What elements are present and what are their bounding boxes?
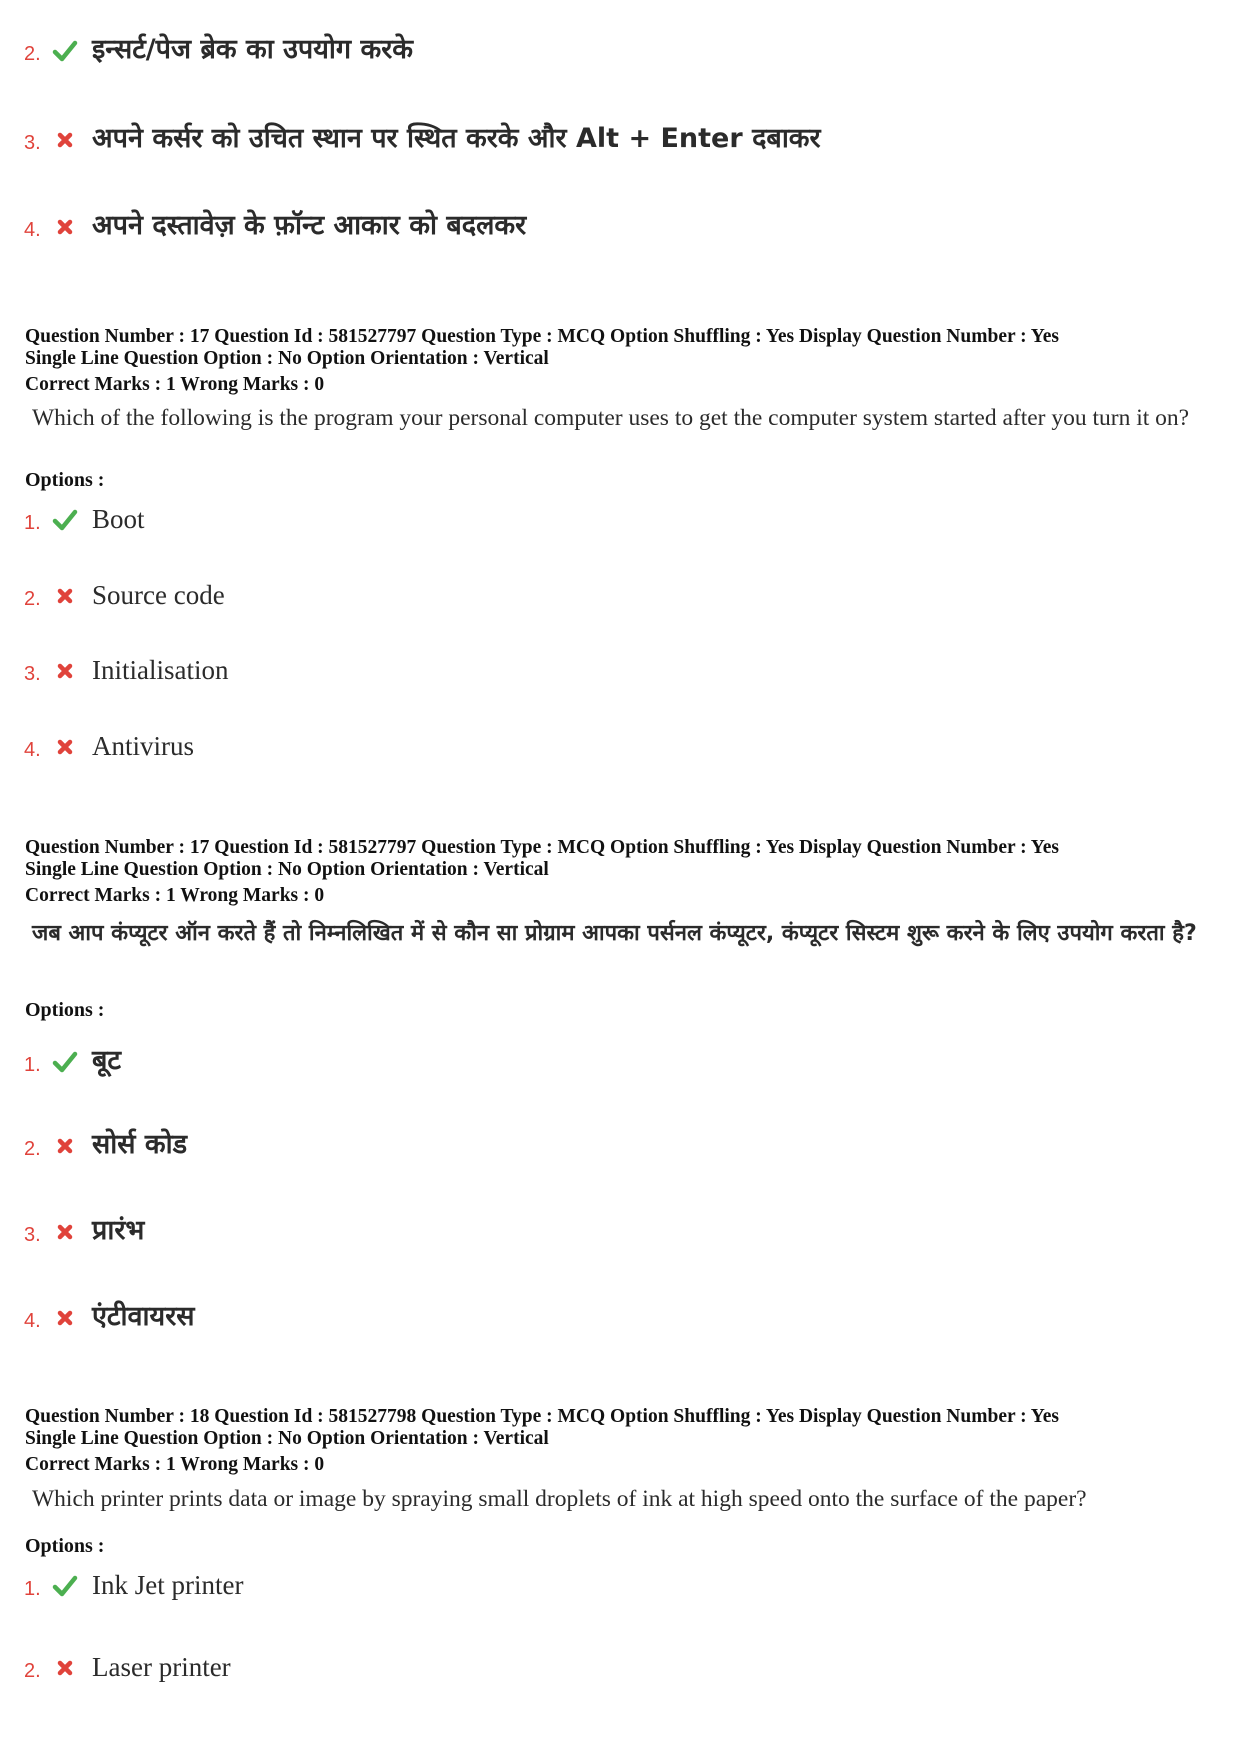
question-marks: Correct Marks : 1 Wrong Marks : 0	[25, 374, 325, 395]
option-row	[24, 573, 1204, 613]
cross-icon	[52, 214, 78, 240]
options-label: Options :	[25, 469, 105, 491]
cross-icon	[52, 658, 78, 684]
question-meta-line: Question Number : 17 Question Id : 581527797 Question Type : MCQ Option Shuffling : Yes Display Question Number : Yes	[25, 837, 1059, 858]
option-text: इन्सर्ट/पेज ब्रेक का उपयोग करके	[92, 34, 414, 65]
option-text: प्रारंभ	[92, 1215, 145, 1246]
option-text: सोर्स कोड	[92, 1129, 188, 1160]
cross-icon	[52, 1133, 78, 1159]
option-number: 4.	[24, 1310, 41, 1332]
option-number: 4.	[24, 219, 41, 241]
check-icon	[52, 1049, 78, 1075]
option-text: एंटीवायरस	[92, 1301, 195, 1332]
option-text: Antivirus	[92, 731, 195, 761]
question-meta	[25, 1406, 1215, 1476]
option-row	[24, 28, 1204, 68]
question-text: जब आप कंप्यूटर ऑन करते हैं तो निम्नलिखित में से कौन सा प्रोग्राम आपका पर्सनल कंप्यूटर, कंप्यूटर सिस्टम शुरू करने के लिए उपयोग करता है?	[32, 921, 1197, 946]
option-row	[24, 648, 1204, 688]
option-number: 2.	[24, 1138, 41, 1160]
option-row	[24, 204, 1204, 244]
question-text: Which of the following is the program your personal computer uses to get the computer system started after you turn it on?	[32, 405, 1190, 431]
cross-icon	[52, 583, 78, 609]
option-row	[24, 1039, 1204, 1079]
question-marks: Correct Marks : 1 Wrong Marks : 0	[25, 1454, 325, 1475]
options-label: Options :	[25, 1535, 105, 1557]
option-number: 3.	[24, 1224, 41, 1246]
question-meta-line: Single Line Question Option : No Option Orientation : Vertical	[25, 1428, 549, 1449]
cross-icon	[52, 1305, 78, 1331]
option-row	[24, 497, 1204, 537]
cross-icon	[52, 1655, 78, 1681]
option-text: Initialisation	[92, 655, 229, 685]
option-row	[24, 724, 1204, 764]
option-number: 3.	[24, 663, 41, 685]
check-icon	[52, 38, 78, 64]
option-text: Ink Jet printer	[92, 1570, 244, 1600]
question-meta-line: Single Line Question Option : No Option Orientation : Vertical	[25, 348, 549, 369]
option-text: Laser printer	[92, 1652, 231, 1682]
option-number: 3.	[24, 132, 41, 154]
option-text: Boot	[92, 504, 145, 534]
option-number: 4.	[24, 739, 41, 761]
option-text: अपने कर्सर को उचित स्थान पर स्थित करके और Alt + Enter दबाकर	[92, 123, 821, 154]
option-text: बूट	[92, 1045, 122, 1076]
option-number: 2.	[24, 43, 41, 65]
cross-icon	[52, 734, 78, 760]
option-number: 2.	[24, 588, 41, 610]
option-number: 2.	[24, 1660, 41, 1682]
check-icon	[52, 1573, 78, 1599]
option-row	[24, 117, 1204, 157]
question-text: Which printer prints data or image by spraying small droplets of ink at high speed onto the surface of the paper?	[32, 1486, 1087, 1512]
question-meta-line: Question Number : 18 Question Id : 581527798 Question Type : MCQ Option Shuffling : Yes Display Question Number : Yes	[25, 1406, 1059, 1427]
option-row	[24, 1295, 1204, 1335]
option-number: 1.	[24, 1578, 41, 1600]
cross-icon	[52, 127, 78, 153]
option-row	[24, 1209, 1204, 1249]
option-row	[24, 1645, 1204, 1685]
option-text: Source code	[92, 580, 225, 610]
check-icon	[52, 507, 78, 533]
question-marks: Correct Marks : 1 Wrong Marks : 0	[25, 885, 325, 906]
question-meta-line: Single Line Question Option : No Option Orientation : Vertical	[25, 859, 549, 880]
options-label: Options :	[25, 999, 105, 1021]
question-meta-line: Question Number : 17 Question Id : 581527797 Question Type : MCQ Option Shuffling : Yes Display Question Number : Yes	[25, 326, 1059, 347]
option-row	[24, 1123, 1204, 1163]
option-text: अपने दस्तावेज़ के फ़ॉन्ट आकार को बदलकर	[92, 210, 527, 241]
option-row	[24, 1563, 1204, 1603]
question-meta	[25, 837, 1215, 907]
cross-icon	[52, 1219, 78, 1245]
question-meta	[25, 326, 1215, 396]
option-number: 1.	[24, 512, 41, 534]
option-number: 1.	[24, 1054, 41, 1076]
